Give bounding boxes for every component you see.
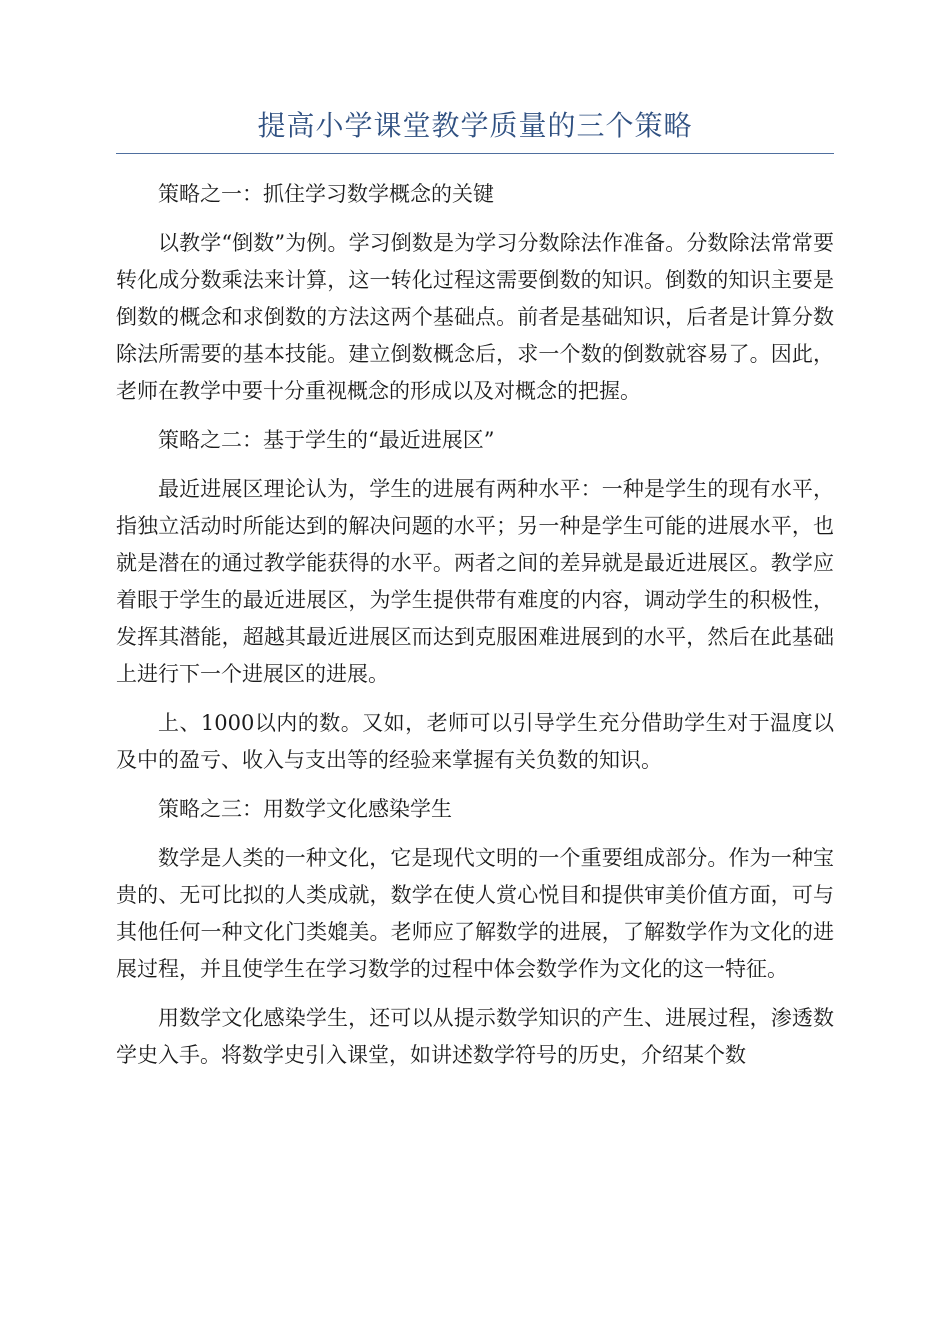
title-underline [116,153,834,154]
strategy-3-heading: 策略之三：用数学文化感染学生 [158,797,452,821]
paragraph-math-culture: 数学是人类的一种文化，它是现代文明的一个重要组成部分。作为一种宝贵的、无可比拟的人类成就，数学在使人赏心悦目和提供审美价值方面，可与其他任何一种文化门类媲美。老师应了解数学的进展，了解数学作为文化的进展过程，并且使学生在学习数学的过程中体会数学作为文化的这一特征。 [116,846,834,981]
document-title: 提高小学课堂教学质量的三个策略 [257,109,693,142]
paragraph-negative-numbers: 上、1000以内的数。又如，老师可以引导学生充分借助学生对于温度以及中的盈亏、收入与支出等的经验来掌握有关负数的知识。 [116,711,834,772]
strategy-1-heading: 策略之一：抓住学习数学概念的关键 [158,182,494,206]
paragraph-zone-of-development: 最近进展区理论认为，学生的进展有两种水平：一种是学生的现有水平，指独立活动时所能达到的解决问题的水平；另一种是学生可能的进展水平，也就是潜在的通过教学能获得的水平。两者之间的差异就是最近进展区。教学应着眼于学生的最近进展区，为学生提供带有难度的内容，调动学生的积极性，发挥其潜能，超越其最近进展区而达到克服困难进展到的水平，然后在此基础上进行下一个进展区的进展。 [116,477,834,686]
document-body [116,176,834,1086]
paragraph-math-history: 用数学文化感染学生，还可以从提示数学知识的产生、进展过程，渗透数学史入手。将数学史引入课堂，如讲述数学符号的历史，介绍某个数 [116,1006,834,1067]
strategy-2-heading: 策略之二：基于学生的“最近进展区” [158,428,495,452]
paragraph-reciprocal: 以教学“倒数”为例。学习倒数是为学习分数除法作准备。分数除法常常要转化成分数乘法来计算，这一转化过程这需要倒数的知识。倒数的知识主要是倒数的概念和求倒数的方法这两个基础点。前者是基础知识，后者是计算分数除法所需要的基本技能。建立倒数概念后，求一个数的倒数就容易了。因此，老师在教学中要十分重视概念的形成以及对概念的把握。 [116,231,834,403]
